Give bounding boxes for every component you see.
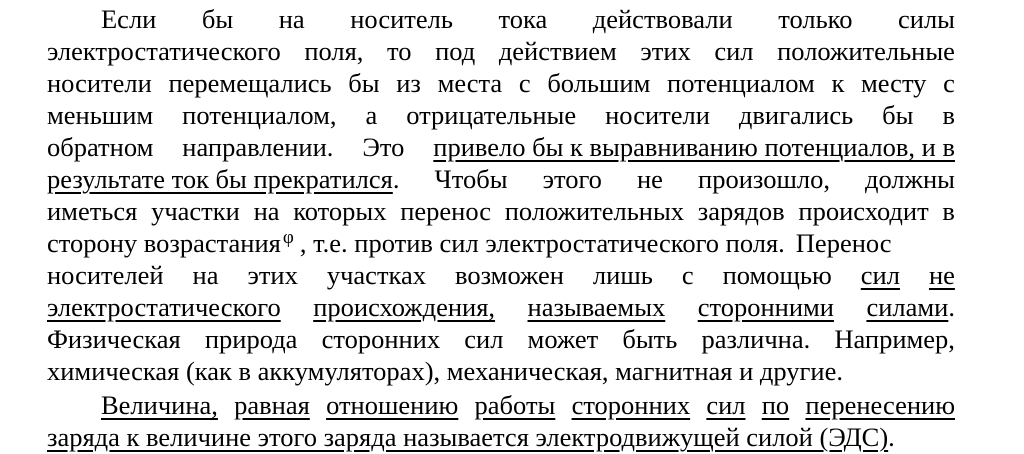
word: на [278,4,305,34]
word: иметься [47,196,138,226]
text-run: , т.е. против сил электростатического поля. [299,228,785,258]
underlined-word: отношению [326,390,459,420]
word: обратном [47,132,154,162]
word: носителей [47,260,164,290]
word: то [387,36,412,66]
underlined-word: сил [860,260,900,290]
word: участках [326,260,427,290]
underlined-word: равная [234,390,310,420]
underlined-word: по [761,390,790,420]
period: . [888,422,895,452]
word: сторонних [321,324,441,354]
word: двигались [738,100,854,130]
word: различна. [701,324,811,354]
word: поля, [304,36,364,66]
word: может [527,324,599,354]
period: . [948,292,955,322]
underlined-phrase: результате ток бы прекратился [47,164,393,194]
word: к [831,68,845,98]
word: электростатического [47,36,281,66]
word: действовали [592,4,733,34]
word: сил [464,324,504,354]
word: носители [47,68,152,98]
phi-symbol: φ [282,227,294,248]
word: положительных [504,196,685,226]
underlined-word: не [928,260,955,290]
word: носитель [350,4,453,34]
word: месту [860,68,927,98]
underlined-word: работы [474,390,556,420]
word: бы [882,100,914,130]
word: носители [605,100,710,130]
word: перенос [400,196,492,226]
word: а [365,100,378,130]
word: Физическая [47,324,181,354]
underlined-word: сторонними [697,292,834,322]
word: помощью [722,260,832,290]
text-line-14 [47,421,955,453]
text-line-1 [101,3,955,35]
text-line-9 [47,259,955,291]
underlined-word: силами [866,292,949,322]
underlined-phrase: привело бы к выравниванию потенциалов, и в [433,132,955,162]
text-line-10 [47,291,955,323]
word: Это [362,132,405,162]
word: зарядов [697,196,785,226]
word: произошло, [698,164,830,194]
word: Если [101,4,157,34]
underlined-word: называемых [527,292,666,322]
word: возможен [455,260,564,290]
word: не [637,164,663,194]
word: происходит [798,196,929,226]
word: быть [622,324,678,354]
word: отрицательные [406,100,577,130]
underlined-word: перенесению [805,390,955,420]
word: места [437,68,503,98]
word: лишь [592,260,653,290]
underlined-group [47,163,399,195]
text-line-2 [47,35,955,67]
word: потенциалом, [182,100,337,130]
underlined-word: Величина, [101,390,218,420]
text-line-11 [47,323,955,355]
word: положительные [777,36,955,66]
word: на [192,260,219,290]
underlined-word: электростатического [47,292,281,322]
text-run: сторону возрастания [47,228,281,258]
word: меньшим [47,100,154,130]
word: на [253,196,280,226]
word: Чтобы [434,164,508,194]
word: под [435,36,476,66]
word: направлении. [182,132,334,162]
underlined-word: сил [706,390,746,420]
word: сил [714,36,754,66]
word: потенциалом [667,68,815,98]
text-line-4 [47,99,955,131]
word: которых [293,196,387,226]
word: силы [898,4,955,34]
word: должны [865,164,955,194]
word: большим [547,68,651,98]
word: этого [542,164,602,194]
word: с [518,68,531,98]
underlined-word: происхождения, [313,292,496,322]
word: Перенос [795,228,892,258]
word: в [942,196,955,226]
underlined-phrase: заряда к величине этого заряда называется электродвижущей силой (ЭДС) [47,422,889,452]
word: бы [348,68,380,98]
underlined-word: сторонних [571,390,691,420]
word: действием [498,36,617,66]
text-line-3 [47,67,955,99]
word: только [778,4,853,34]
word: участки [151,196,240,226]
word: тока [498,4,548,34]
text-line-7 [47,195,955,227]
word: бы [201,4,234,34]
word: с [943,68,955,98]
text-line-13 [101,389,955,421]
word: этих [640,36,691,66]
text-line-8 [47,227,955,259]
text-line-12 [47,355,955,387]
word: в [942,100,955,130]
word: Например, [834,324,955,354]
text-line-5 [47,131,955,163]
period: . [392,164,400,194]
word: этих [247,260,298,290]
word: из [396,68,421,98]
underlined-group [866,291,955,323]
word: природа [204,324,298,354]
word: с [681,260,694,290]
text-run: химическая (как в аккумуляторах), механическая, магнитная и другие. [47,356,843,386]
word: перемещались [168,68,332,98]
text-line-6 [47,163,955,195]
